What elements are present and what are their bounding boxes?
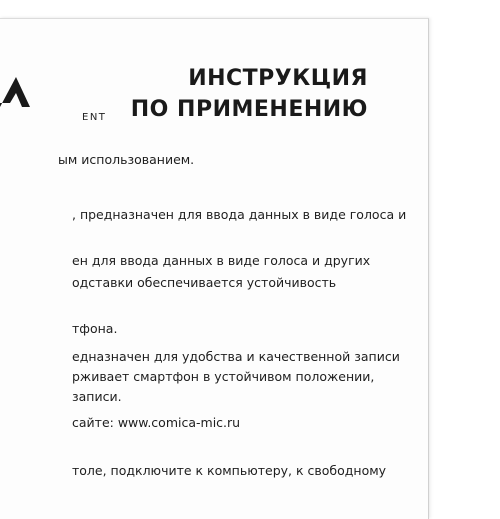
document-title-line-2: ПО ПРИМЕНЕНИЮ [130, 97, 368, 122]
text-line-6: едназначен для удобства и качественной записи [72, 349, 400, 364]
document-title-line-1: ИНСТРУКЦИЯ [188, 66, 368, 91]
text-line-8: записи. [72, 389, 122, 404]
logo-wordmark-fragment: ENT [82, 112, 107, 123]
comica-logo-icon [0, 69, 40, 109]
text-line-2: , предназначен для ввода данных в виде голоса и [72, 207, 407, 222]
text-line-9: сайте: www.comica-mic.ru [72, 415, 241, 430]
text-line-3: ен для ввода данных в виде голоса и других [72, 253, 371, 268]
text-line-5: тфона. [72, 321, 118, 336]
text-line-4: одставки обеспечивается устойчивость [72, 275, 337, 290]
instruction-leaflet [0, 18, 429, 519]
text-line-7: рживает смартфон в устойчивом положении, [72, 369, 375, 384]
text-line-1: ым использованием. [58, 152, 195, 167]
text-line-10: толе, подключите к компьютеру, к свободному [72, 463, 387, 478]
